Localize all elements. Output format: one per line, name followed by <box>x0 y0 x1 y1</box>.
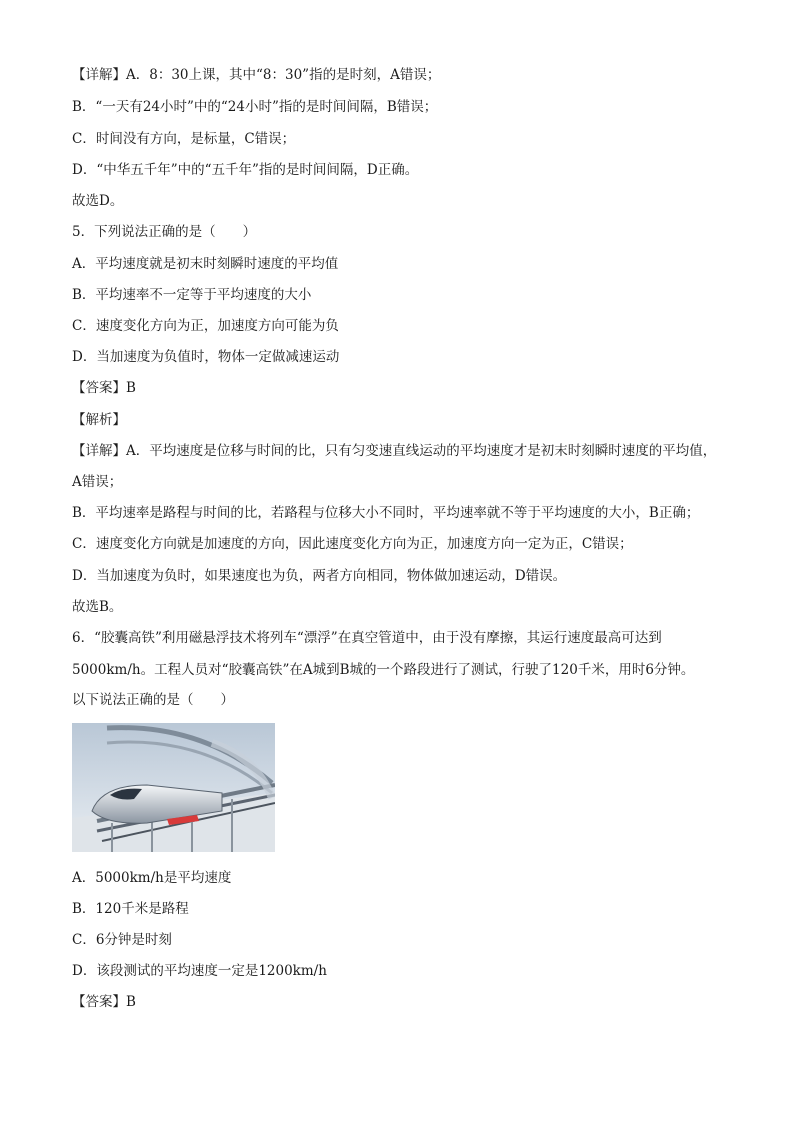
section-tag: 【详解】 <box>72 443 126 459</box>
line-text: C．时间没有方向，是标量，C错误； <box>72 131 296 147</box>
question-6-stem <box>72 660 734 680</box>
text-line <box>72 65 734 85</box>
question-5-option-c <box>72 316 734 336</box>
line-text: 5000km/h。工程人员对“胶囊高铁”在A城到B城的一个路段进行了测试，行驶了120千米，用时6分钟。 <box>72 662 695 678</box>
answer-tag: 【答案】 <box>72 994 126 1010</box>
line-text: C．速度变化方向就是加速度的方向，因此速度变化方向为正，加速度方向一定为正，C错误； <box>72 536 633 552</box>
text-line <box>72 597 734 617</box>
line-text: 故选B。 <box>72 599 123 615</box>
line-text: A错误； <box>72 474 123 490</box>
line-text: C．6分钟是时刻 <box>72 932 172 948</box>
line-text: A．平均速度就是初末时刻瞬时速度的平均值 <box>72 256 339 272</box>
line-text: B．120千米是路程 <box>72 901 189 917</box>
question-6-stem <box>72 690 734 710</box>
line-text: 以下说法正确的是（ ） <box>72 692 234 708</box>
text-line <box>72 472 734 492</box>
question-5-stem <box>72 222 734 242</box>
line-text: B．平均速率是路程与时间的比，若路程与位移大小不同时，平均速率就不等于平均速度的大小，B正确； <box>72 505 700 521</box>
text-line <box>72 503 734 523</box>
question-6-option-d <box>72 961 734 981</box>
question-6-option-c <box>72 930 734 950</box>
answer-tag: 【答案】 <box>72 380 126 396</box>
question-6-stem <box>72 628 734 648</box>
text-line <box>72 160 734 180</box>
question-5-option-a <box>72 254 734 274</box>
text-line <box>72 441 734 461</box>
line-text: B．平均速率不一定等于平均速度的大小 <box>72 287 312 303</box>
line-text: D．当加速度为负时，如果速度也为负，两者方向相同，物体做加速运动，D错误。 <box>72 568 567 584</box>
line-text: D．当加速度为负值时，物体一定做减速运动 <box>72 349 340 365</box>
answer-value: B <box>126 380 136 396</box>
answer-value: B <box>126 994 136 1010</box>
section-tag: 【详解】 <box>72 67 126 83</box>
text-line <box>72 534 734 554</box>
text-line <box>72 566 734 586</box>
answer-line <box>72 378 734 398</box>
answer-line <box>72 992 734 1012</box>
question-6-option-b <box>72 899 734 919</box>
question-5-option-b <box>72 285 734 305</box>
analysis-heading <box>72 410 734 430</box>
line-text: D．“中华五千年”中的“五千年”指的是时间间隔，D正确。 <box>72 162 419 178</box>
question-6-option-a <box>72 868 734 888</box>
question-5-option-d <box>72 347 734 367</box>
maglev-train-illustration <box>72 723 275 852</box>
line-text: A．8：30上课，其中“8：30”指的是时刻，A错误； <box>126 67 441 83</box>
line-text: D．该段测试的平均速度一定是1200km/h <box>72 963 327 979</box>
line-text: 故选D。 <box>72 193 124 209</box>
text-line <box>72 191 734 211</box>
line-text: B．“一天有24小时”中的“24小时”指的是时间间隔，B错误； <box>72 99 438 115</box>
line-text: C．速度变化方向为正，加速度方向可能为负 <box>72 318 339 334</box>
line-text: A．5000km/h是平均速度 <box>72 870 232 886</box>
maglev-train-image <box>72 723 275 852</box>
line-text: 6．“胶囊高铁”利用磁悬浮技术将列车“漂浮”在真空管道中，由于没有摩擦，其运行速度最高可达到 <box>72 630 662 646</box>
line-text: 5．下列说法正确的是（ ） <box>72 224 257 240</box>
line-text: A．平均速度是位移与时间的比，只有匀变速直线运动的平均速度才是初末时刻瞬时速度的平均值， <box>126 443 717 459</box>
analysis-tag: 【解析】 <box>72 412 126 428</box>
text-line <box>72 97 734 117</box>
text-line <box>72 129 734 149</box>
